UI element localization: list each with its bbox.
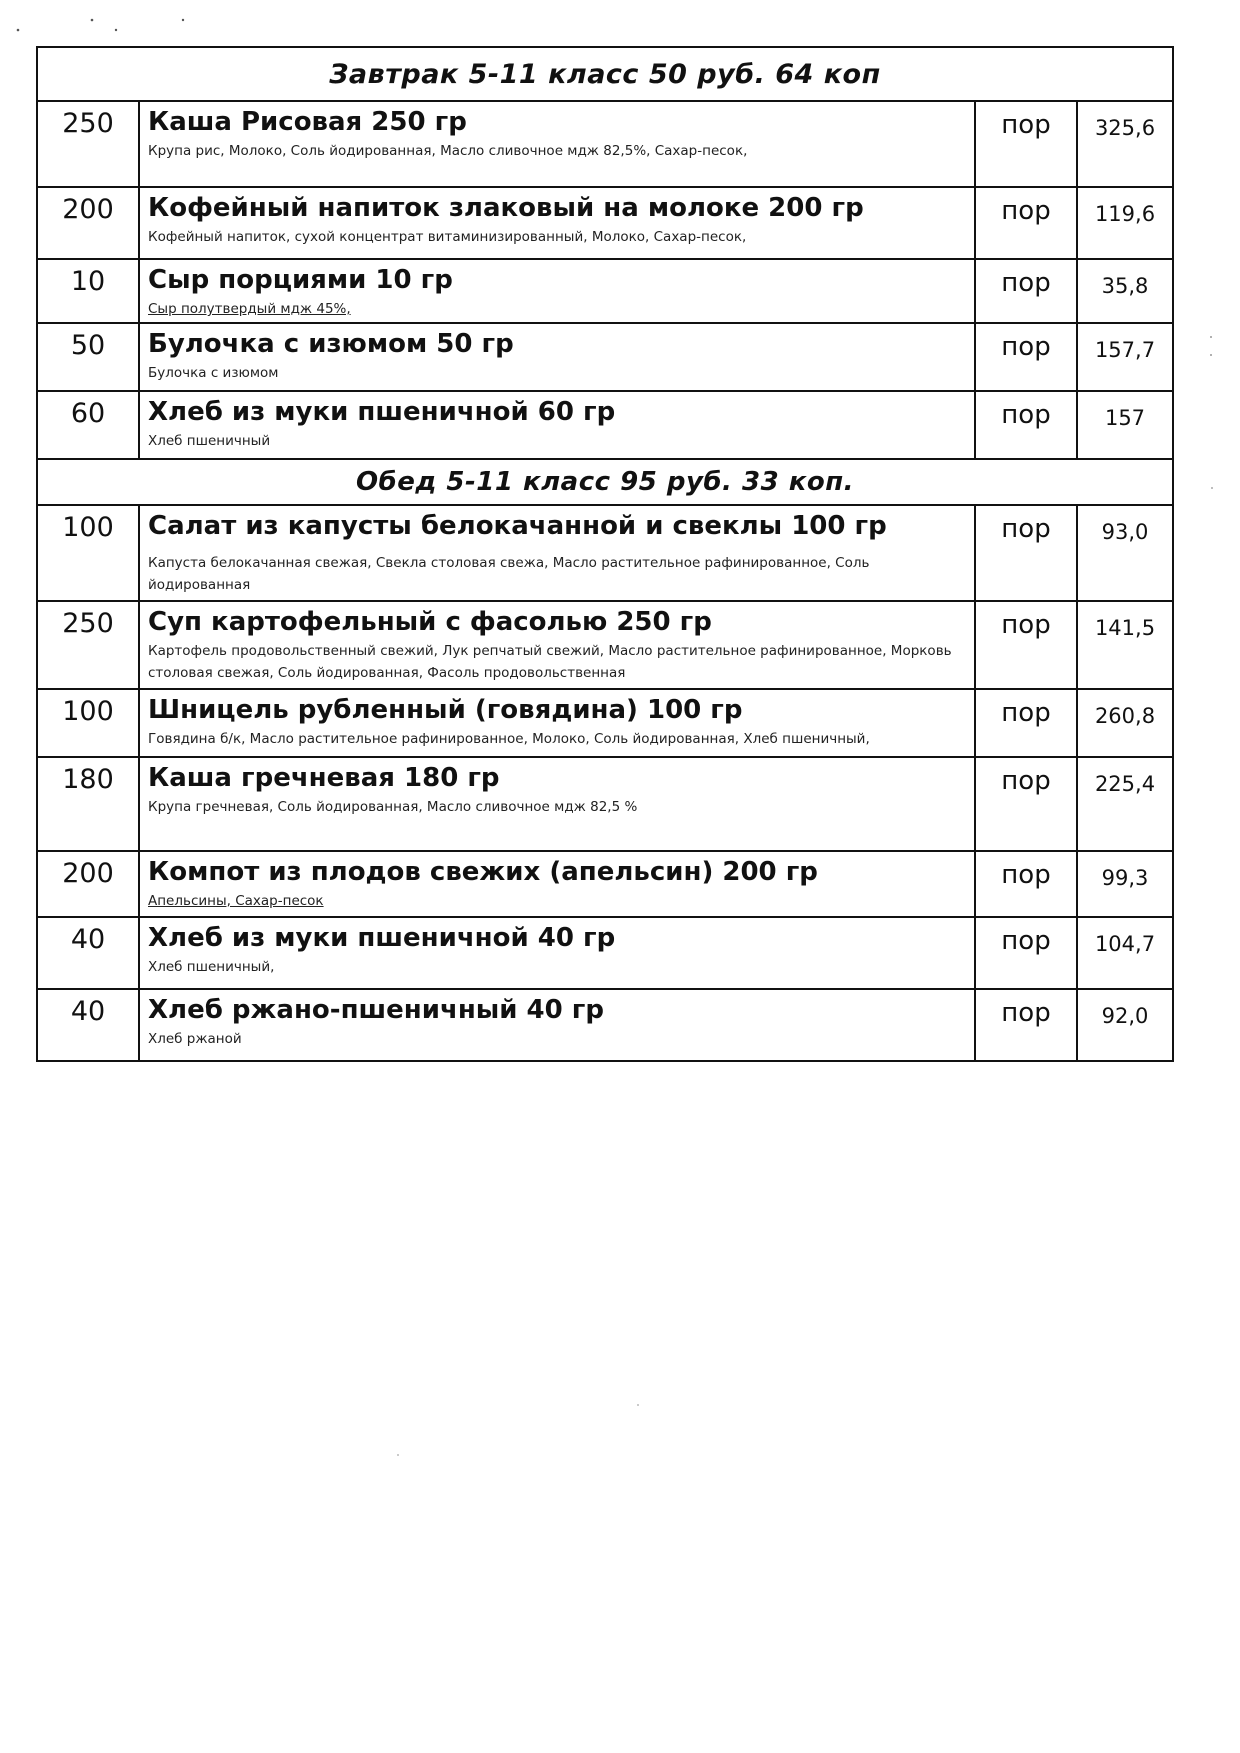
dish-composition: Кофейный напиток, сухой концентрат витаминизированный, Молоко, Сахар-песок,: [148, 229, 747, 245]
unit-cell: пор: [974, 392, 1076, 458]
dish-composition: Говядина б/к, Масло растительное рафинированное, Молоко, Соль йодированная, Хлеб пшеничный,: [148, 731, 870, 747]
kcal-cell: 119,6: [1076, 188, 1172, 258]
grams-cell: 100: [62, 696, 114, 727]
dish-name: Булочка с изюмом 50 гр: [148, 329, 514, 359]
dish-name: Суп картофельный с фасолью 250 гр: [148, 607, 712, 637]
dish-name: Хлеб из муки пшеничной 40 гр: [148, 923, 616, 953]
dish-composition: Апельсины, Сахар-песок: [148, 893, 324, 909]
dish-name: Каша Рисовая 250 гр: [148, 107, 467, 137]
dish-name: Кофейный напиток злаковый на молоке 200 гр: [148, 193, 864, 223]
unit-cell: пор: [974, 260, 1076, 322]
unit-cell: пор: [974, 852, 1076, 916]
grams-cell: 250: [62, 108, 114, 139]
dish-composition: Булочка с изюмом: [148, 365, 279, 381]
kcal-cell: 225,4: [1076, 758, 1172, 850]
dish-composition: Крупа гречневая, Соль йодированная, Масло сливочное мдж 82,5 %: [148, 799, 638, 815]
kcal-cell: 157,7: [1076, 324, 1172, 390]
kcal-cell: 35,8: [1076, 260, 1172, 322]
grams-cell: 40: [70, 924, 106, 955]
grams-cell: 40: [70, 996, 106, 1027]
unit-cell: пор: [974, 102, 1076, 186]
grams-cell: 10: [70, 266, 106, 297]
grams-cell: 200: [62, 194, 114, 225]
kcal-cell: 104,7: [1076, 918, 1172, 988]
unit-cell: пор: [974, 758, 1076, 850]
kcal-cell: 141,5: [1076, 602, 1172, 688]
dish-composition: Капуста белокачанная свежая, Свекла столовая свежа, Масло растительное рафинированное, Соль йодированная: [148, 555, 870, 593]
unit-cell: пор: [974, 990, 1076, 1060]
dish-name: Каша гречневая 180 гр: [148, 763, 500, 793]
unit-cell: пор: [974, 188, 1076, 258]
grams-cell: 60: [70, 398, 106, 429]
lunch-header: Обед 5-11 класс 95 руб. 33 коп.: [36, 458, 1174, 504]
unit-cell: пор: [974, 506, 1076, 600]
unit-cell: пор: [974, 690, 1076, 756]
dish-composition: Хлеб пшеничный: [148, 433, 271, 449]
unit-cell: пор: [974, 324, 1076, 390]
dish-name: Салат из капусты белокачанной и свеклы 100 гр: [148, 511, 887, 541]
dish-composition: Картофель продовольственный свежий, Лук репчатый свежий, Масло растительное рафинированное, Морковь столовая свежая, Соль йодированная, Фасоль продовольственная: [148, 643, 952, 681]
grams-cell: 250: [62, 608, 114, 639]
kcal-cell: 325,6: [1076, 102, 1172, 186]
grams-cell: 200: [62, 858, 114, 889]
grams-cell: 50: [70, 330, 106, 361]
unit-cell: пор: [974, 918, 1076, 988]
grams-cell: 100: [62, 512, 114, 543]
kcal-cell: 260,8: [1076, 690, 1172, 756]
dish-name: Компот из плодов свежих (апельсин) 200 гр: [148, 857, 818, 887]
unit-cell: пор: [974, 602, 1076, 688]
kcal-cell: 157: [1076, 392, 1172, 458]
dish-composition: Хлеб пшеничный,: [148, 959, 275, 975]
dish-name: Сыр порциями 10 гр: [148, 265, 453, 295]
dish-composition: Крупа рис, Молоко, Соль йодированная, Масло сливочное мдж 82,5%, Сахар-песок,: [148, 143, 748, 159]
grams-cell: 180: [62, 764, 114, 795]
kcal-cell: 99,3: [1076, 852, 1172, 916]
breakfast-header: Завтрак 5-11 класс 50 руб. 64 коп: [36, 46, 1174, 100]
dish-name: Хлеб из муки пшеничной 60 гр: [148, 397, 616, 427]
dish-name: Хлеб ржано-пшеничный 40 гр: [148, 995, 604, 1025]
dish-composition: Сыр полутвердый мдж 45%,: [148, 301, 351, 317]
dish-composition: Хлеб ржаной: [148, 1031, 242, 1047]
kcal-cell: 93,0: [1076, 506, 1172, 600]
kcal-cell: 92,0: [1076, 990, 1172, 1060]
dish-name: Шницель рубленный (говядина) 100 гр: [148, 695, 743, 725]
